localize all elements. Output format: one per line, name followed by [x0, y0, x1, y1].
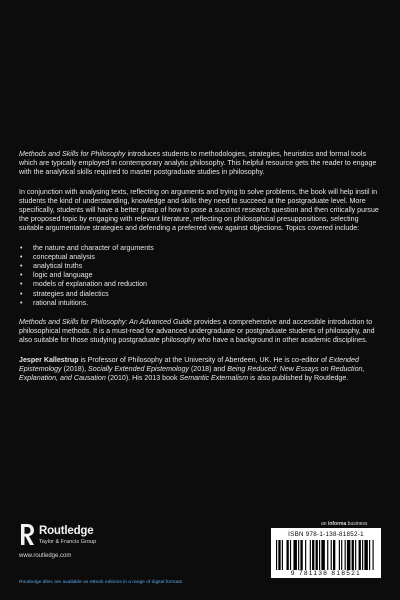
barcode-bar	[345, 540, 346, 570]
barcode-bar	[369, 540, 370, 570]
topic-item: • strategies and dialectics	[19, 290, 381, 299]
publisher-name: Routledge	[39, 525, 94, 537]
topic-item: • analytical truths	[19, 262, 381, 271]
informa-word: informa	[327, 521, 347, 527]
barcode-bar	[347, 540, 350, 570]
barcode-bar	[310, 540, 311, 570]
bio-book-title: Extended Epistemology	[19, 355, 359, 373]
barcode-bar	[319, 540, 320, 570]
barcode-bar	[327, 540, 328, 570]
informa-prefix: an	[321, 521, 328, 527]
barcode-bar	[339, 540, 340, 570]
bio-text: (2010). His 2013 book	[105, 374, 180, 383]
topics-list	[19, 244, 381, 308]
topic-item: • models of explanation and reduction	[19, 280, 381, 289]
author-bio	[19, 356, 381, 384]
ebook-note: Routledge titles are available as eBook editions in a range of digital formats	[19, 580, 183, 585]
barcode-bar	[312, 540, 314, 570]
barcode-bar	[362, 540, 363, 570]
barcode-bar	[290, 540, 291, 570]
barcode-bar	[293, 540, 296, 570]
barcode-bar	[282, 540, 283, 570]
barcode-bar	[331, 540, 332, 570]
summary-text: provides a comprehensive and accessible introduction to philosophical methods. It is a must-read for advanced undergraduate or postgraduate students of philosophy, and also suitable for those studying postgraduate philosophy who have a background in other academic disciplines.	[19, 318, 375, 345]
full-title-italic: Methods and Skills for Philosophy: An Advanced Guide	[19, 318, 192, 327]
bio-text: is Professor of Philosophy at the University of Aberdeen, UK. He is co-editor of	[78, 355, 329, 364]
barcode-bar	[341, 540, 342, 570]
intro-text: introduces students to methodologies, strategies, heuristics and formal tools which are typically employed in contemporary analytic philosophy. This helpful resource gets the reader to engage with the analytical skills required to master postgraduate studies in philosophy.	[19, 150, 377, 177]
routledge-logo-icon	[19, 524, 35, 546]
bio-book-title: Socially Extended Epistemology	[88, 364, 189, 373]
publisher-group: Taylor & Francis Group	[39, 539, 97, 545]
bio-book-title: Semantic Externalism	[179, 374, 249, 383]
informa-tagline	[321, 521, 367, 527]
topic-item: • conceptual analysis	[19, 253, 381, 262]
bio-text: is also published by Routledge.	[248, 374, 349, 383]
summary-paragraph	[19, 318, 381, 346]
intro-paragraph	[19, 150, 381, 178]
publisher-logo	[19, 524, 149, 564]
barcode-bar	[316, 540, 318, 570]
back-cover-text	[19, 150, 381, 393]
topic-item: • the nature and character of arguments	[19, 244, 381, 253]
barcode-icon	[276, 540, 376, 570]
barcode-bar	[333, 540, 335, 570]
barcode-digits: 9 781138 818521	[290, 570, 362, 577]
barcode-bar	[373, 540, 374, 570]
barcode-bar	[300, 540, 302, 570]
topic-item: • logic and language	[19, 271, 381, 280]
bio-text: (2018) and	[188, 364, 228, 373]
barcode-bar	[286, 540, 288, 570]
barcode-bar	[355, 540, 356, 570]
barcode-bar	[364, 540, 367, 570]
topic-item: • rational intuitions.	[19, 299, 381, 308]
description-paragraph: In conjunction with analysing texts, reflecting on arguments and trying to solve problems, the book will help instil in students the kind of understanding, knowledge and skills they need to succeed at the postgraduate level. More specifically, students will have a better grasp of how to pose a succinct research question and then critically pursue the proposed topic by engaging with relevant literature, reflecting on philosophical presuppositions, selecting suitable argumentative strategies and defending a preferred view against objections. Topics covered include:	[19, 187, 379, 233]
barcode-bar	[278, 540, 280, 570]
isbn-label: ISBN 978-1-138-81852-1	[288, 531, 364, 538]
author-name: Jesper Kallestrup	[19, 355, 79, 364]
barcode-box	[271, 528, 381, 578]
publisher-url[interactable]: www.routledge.com	[19, 553, 72, 559]
barcode-bar	[298, 540, 299, 570]
barcode-bar	[276, 540, 277, 570]
bio-book-title: Being Reduced: New Essays on Reduction, Explanation, and Causation	[19, 364, 365, 383]
barcode-bar	[352, 540, 354, 570]
bio-text: (2018),	[61, 364, 89, 373]
barcode-bar	[321, 540, 324, 570]
book-title-italic: Methods and Skills for Philosophy	[19, 150, 126, 158]
informa-suffix: business	[346, 521, 368, 527]
barcode-bar	[359, 540, 361, 570]
barcode-bar	[305, 540, 306, 570]
